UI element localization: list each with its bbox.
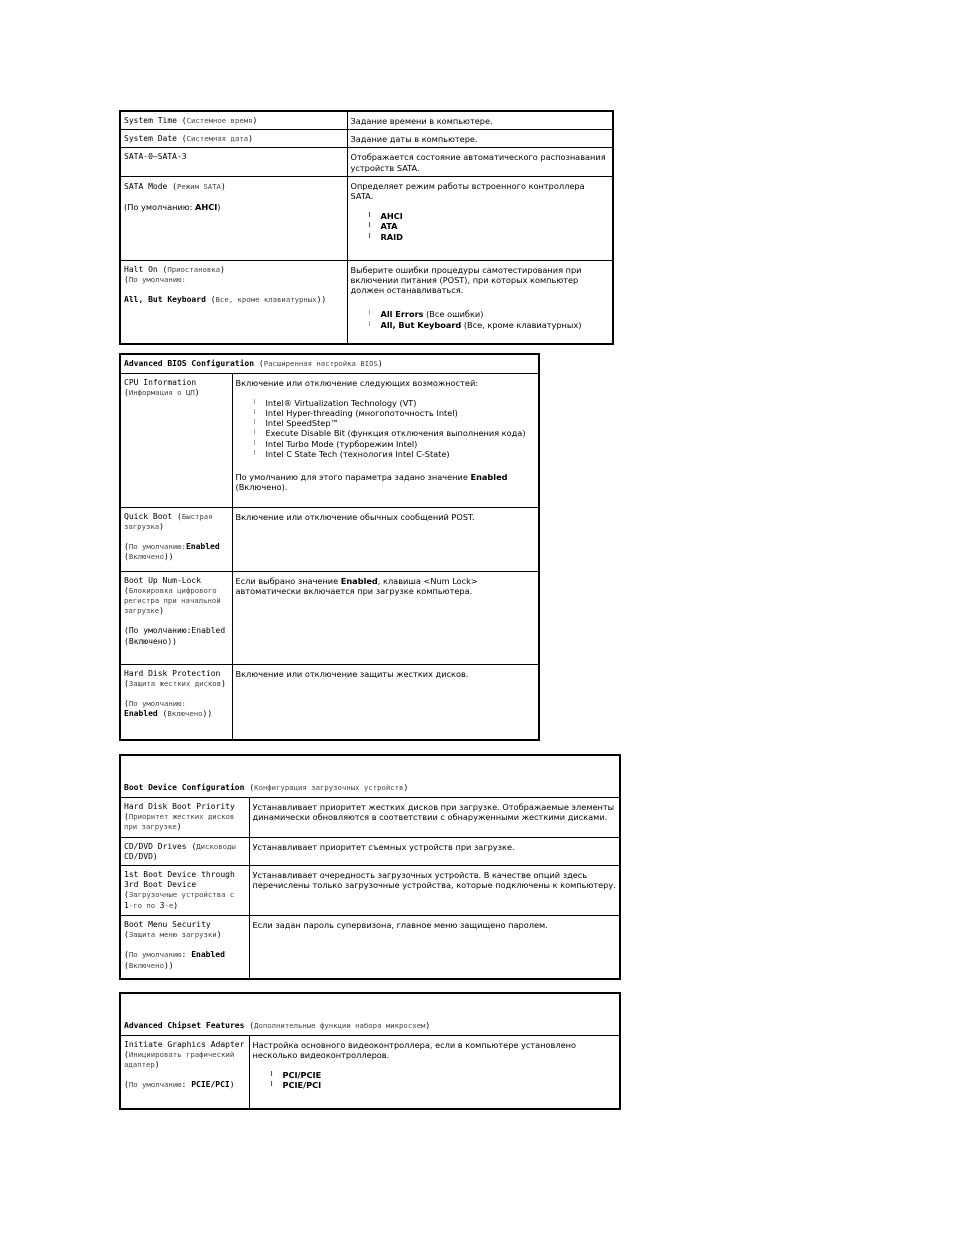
option-list	[351, 309, 610, 329]
setting-name: CPU Information (Информация о ЦП)	[120, 373, 232, 507]
setting-description: Включение или отключение следующих возможностей: l Intel® Virtualization Technology (VT) l Intel Hyper-threading (многопоточность Intel) l Intel SpeedStep™ l Execute Disable Bit (функция отключения выполнения кода) l Intel Turbo Mode (турборежим Intel) l Intel C State Tech (технология Intel C-State) По умолчанию для этого параметра задано значение Enabled (Включено).	[232, 373, 539, 507]
option-list	[236, 398, 536, 459]
table-boot-device	[119, 754, 621, 980]
list-item: l Intel Turbo Mode (турборежим Intel)	[254, 439, 536, 449]
setting-description: Включение или отключение обычных сообщений POST.	[232, 507, 539, 571]
list-item: l RAID	[369, 232, 610, 242]
setting-name: Halt On (Приостановка) (По умолчанию: All, But Keyboard (Все, кроме клавиатурных))	[120, 260, 347, 344]
setting-description: Задание даты в компьютере.	[347, 130, 613, 148]
list-item: l All Errors (Все ошибки)	[369, 309, 610, 319]
setting-name: SATA-0–SATA-3	[120, 148, 347, 176]
table-header-row	[120, 993, 620, 1035]
setting-description: Отображается состояние автоматического распознавания устройств SATA.	[347, 148, 613, 176]
setting-name: CD/DVD Drives (Дисководы CD/DVD)	[120, 837, 249, 865]
list-item: l ATA	[369, 221, 610, 231]
table-row	[120, 664, 539, 740]
setting-name: Initiate Graphics Adapter (Инициировать графический адаптер) (По умолчанию: PCIE/PCI)	[120, 1035, 249, 1109]
setting-description: Если задан пароль супервизона, главное меню защищено паролем.	[249, 915, 620, 979]
table-advanced-bios	[119, 353, 540, 741]
table-row	[120, 797, 620, 837]
setting-description: Если выбрано значение Enabled, клавиша <Num Lock> автоматически включается при загрузке компьютера.	[232, 571, 539, 664]
list-item: l Intel C State Tech (технология Intel C-State)	[254, 449, 536, 459]
setting-name: Hard Disk Protection (Защита жестких дисков) (По умолчанию: Enabled (Включено))	[120, 664, 232, 740]
list-item: l Intel® Virtualization Technology (VT)	[254, 398, 536, 408]
list-item: l PCIE/PCI	[271, 1080, 617, 1090]
setting-name: Boot Up Num-Lock (Блокировка цифрового регистра при начальной загрузке) (По умолчанию:Enabled (Включено))	[120, 571, 232, 664]
table-header-row	[120, 755, 620, 797]
list-item: l All, But Keyboard (Все, кроме клавиатурных)	[369, 320, 610, 330]
table-row	[120, 837, 620, 865]
setting-description: Устанавливает приоритет съемных устройств при загрузке.	[249, 837, 620, 865]
list-item: l Intel SpeedStep™	[254, 418, 536, 428]
setting-description: Выберите ошибки процедуры самотестирования при включении питания (POST), при которых компьютер должен останавливаться. l All Errors (Все ошибки) l All, But Keyboard (Все, кроме клавиатурных)	[347, 260, 613, 344]
table-row	[120, 130, 613, 148]
setting-name: SATA Mode (Режим SATA) (По умолчанию: AHCI)	[120, 176, 347, 260]
setting-name: Hard Disk Boot Priority (Приоритет жестких дисков при загрузке)	[120, 797, 249, 837]
table-row	[120, 1035, 620, 1109]
setting-description: Определяет режим работы встроенного контроллера SATA. l AHCI l ATA l RAID	[347, 176, 613, 260]
table-row	[120, 915, 620, 979]
table-row	[120, 865, 620, 915]
setting-name: 1st Boot Device through 3rd Boot Device (Загрузочные устройства с 1-го по 3-е)	[120, 865, 249, 915]
list-item: l PCI/PCIE	[271, 1070, 617, 1080]
section-title: Boot Device Configuration (Конфигурация загрузочных устройств)	[120, 755, 620, 797]
table-row	[120, 507, 539, 571]
option-list	[253, 1070, 617, 1090]
table-row	[120, 260, 613, 344]
setting-name: Quick Boot (Быстрая загрузка) (По умолчанию:Enabled (Включено))	[120, 507, 232, 571]
table-row	[120, 373, 539, 507]
option-list	[351, 211, 610, 242]
setting-description: Устанавливает очередность загрузочных устройств. В качестве опций здесь перечислены только загрузочные устройства, которые подключены к компьютеру.	[249, 865, 620, 915]
table-row	[120, 111, 613, 130]
setting-name: System Time (Системное время)	[120, 111, 347, 130]
setting-description: Настройка основного видеоконтроллера, если в компьютере установлено несколько видеоконтроллеров. l PCI/PCIE l PCIE/PCI	[249, 1035, 620, 1109]
list-item: l Intel Hyper-threading (многопоточность Intel)	[254, 408, 536, 418]
table-header-row	[120, 354, 539, 373]
section-title: Advanced BIOS Configuration (Расширенная настройка BIOS)	[120, 354, 539, 373]
section-title: Advanced Chipset Features (Дополнительные функции набора микросхем)	[120, 993, 620, 1035]
list-item: l AHCI	[369, 211, 610, 221]
table-chipset-features	[119, 992, 621, 1110]
setting-name: Boot Menu Security (Защита меню загрузки) (По умолчанию: Enabled (Включено))	[120, 915, 249, 979]
table-row	[120, 176, 613, 260]
setting-name: System Date (Системная дата)	[120, 130, 347, 148]
setting-description: Устанавливает приоритет жестких дисков при загрузке. Отображаемые элементы динамически обновляются в соответствии с обнаруженными жесткими дисками.	[249, 797, 620, 837]
table-sata-settings	[119, 110, 614, 345]
table-row	[120, 148, 613, 176]
setting-description: Включение или отключение защиты жестких дисков.	[232, 664, 539, 740]
list-item: l Execute Disable Bit (функция отключения выполнения кода)	[254, 428, 536, 438]
table-row	[120, 571, 539, 664]
setting-description: Задание времени в компьютере.	[347, 111, 613, 130]
